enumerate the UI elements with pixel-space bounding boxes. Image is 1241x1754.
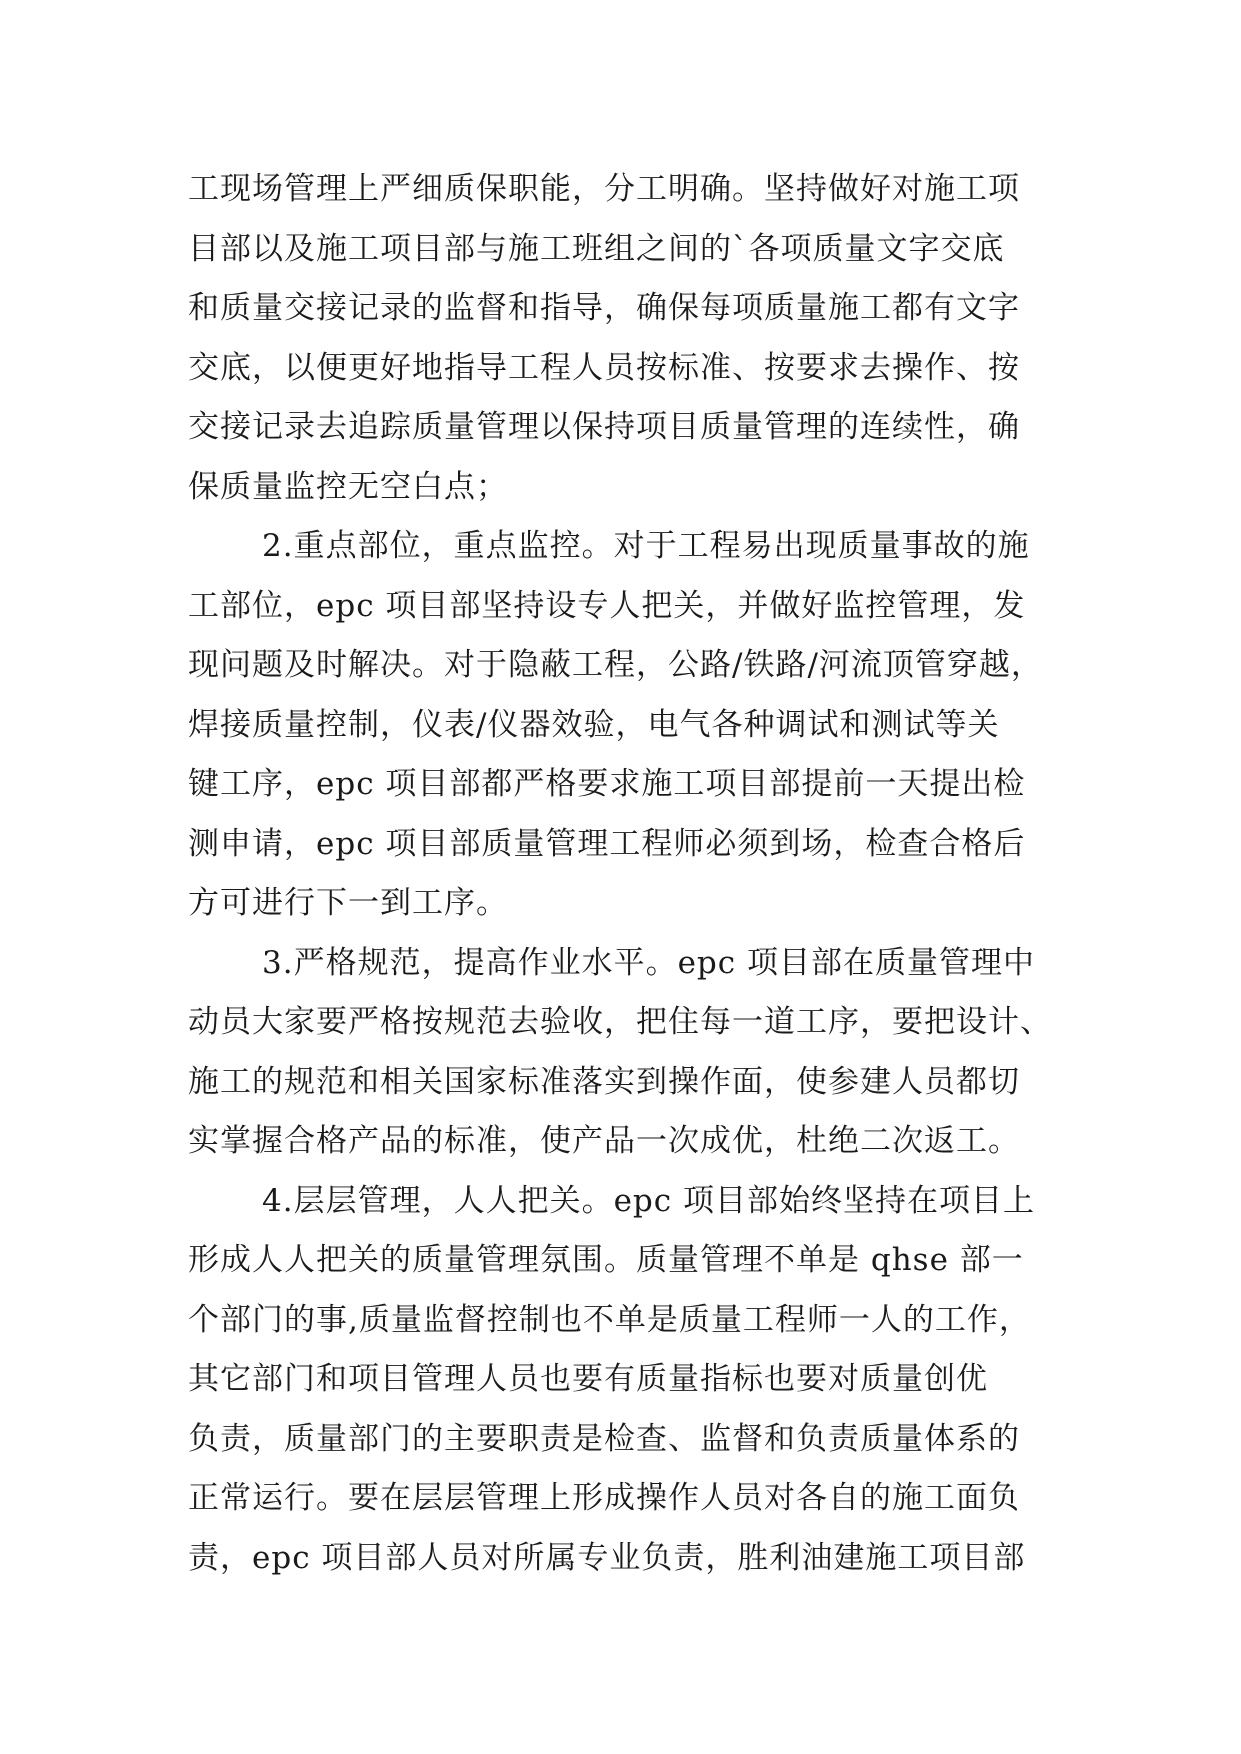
text-line: 负责，质量部门的主要职责是检查、监督和负责质量体系的 — [188, 1420, 1020, 1457]
text-line: 个部门的事,质量监督控制也不单是质量工程师一人的工作， — [188, 1301, 1031, 1338]
text-line: 交底，以便更好地指导工程人员按标准、按要求去操作、按 — [188, 349, 1020, 386]
text-line: 目部以及施工项目部与施工班组之间的`各项质量文字交底 — [188, 230, 1005, 267]
text-line: 工现场管理上严细质保职能，分工明确。坚持做好对施工项 — [188, 171, 1020, 207]
text-line: 形成人人把关的质量管理氛围。质量管理不单是 qhse 部一 — [188, 1242, 1024, 1278]
text-line: 焊接质量控制，仪表/仪器效验，电气各种调试和测试等关 — [188, 706, 1000, 743]
text-line: 实掌握合格产品的标准，使产品一次成优，杜绝二次返工。 — [188, 1123, 1020, 1159]
text-line: 方可进行下一到工序。 — [188, 885, 508, 921]
text-line: 交接记录去追踪质量管理以保持项目质量管理的连续性，确 — [188, 409, 1020, 445]
paragraph-2-start: 2.重点部位，重点监控。对于工程易出现质量事故的施 — [262, 528, 1030, 564]
text-line: 现问题及时解决。对于隐蔽工程，公路/铁路/河流顶管穿越， — [188, 647, 1043, 683]
text-line: 正常运行。要在层层管理上形成操作人员对各自的施工面负 — [188, 1480, 1020, 1516]
text-line: 键工序，epc 项目部都严格要求施工项目部提前一天提出检 — [188, 766, 1026, 802]
text-line: 施工的规范和相关国家标准落实到操作面，使参建人员都切 — [188, 1063, 1020, 1100]
text-line: 工部位，epc 项目部坚持设专人把关，并做好监控管理，发 — [188, 587, 1026, 624]
text-line: 其它部门和项目管理人员也要有质量指标也要对质量创优 — [188, 1361, 988, 1397]
paragraph-3-start: 3.严格规范，提高作业水平。epc 项目部在质量管理中 — [262, 944, 1035, 981]
body-text — [188, 160, 1068, 1588]
text-line: 动员大家要严格按规范去验收，把住每一道工序，要把设计、 — [188, 1004, 1052, 1040]
text-line: 保质量监控无空白点； — [188, 468, 508, 505]
text-line: 测申请，epc 项目部质量管理工程师必须到场，检查合格后 — [188, 825, 1026, 862]
paragraph-4-start: 4.层层管理，人人把关。epc 项目部始终坚持在项目上 — [262, 1182, 1035, 1219]
text-line: 责，epc 项目部人员对所属专业负责，胜利油建施工项目部 — [188, 1539, 1026, 1576]
text-line: 和质量交接记录的监督和指导，确保每项质量施工都有文字 — [188, 290, 1020, 326]
